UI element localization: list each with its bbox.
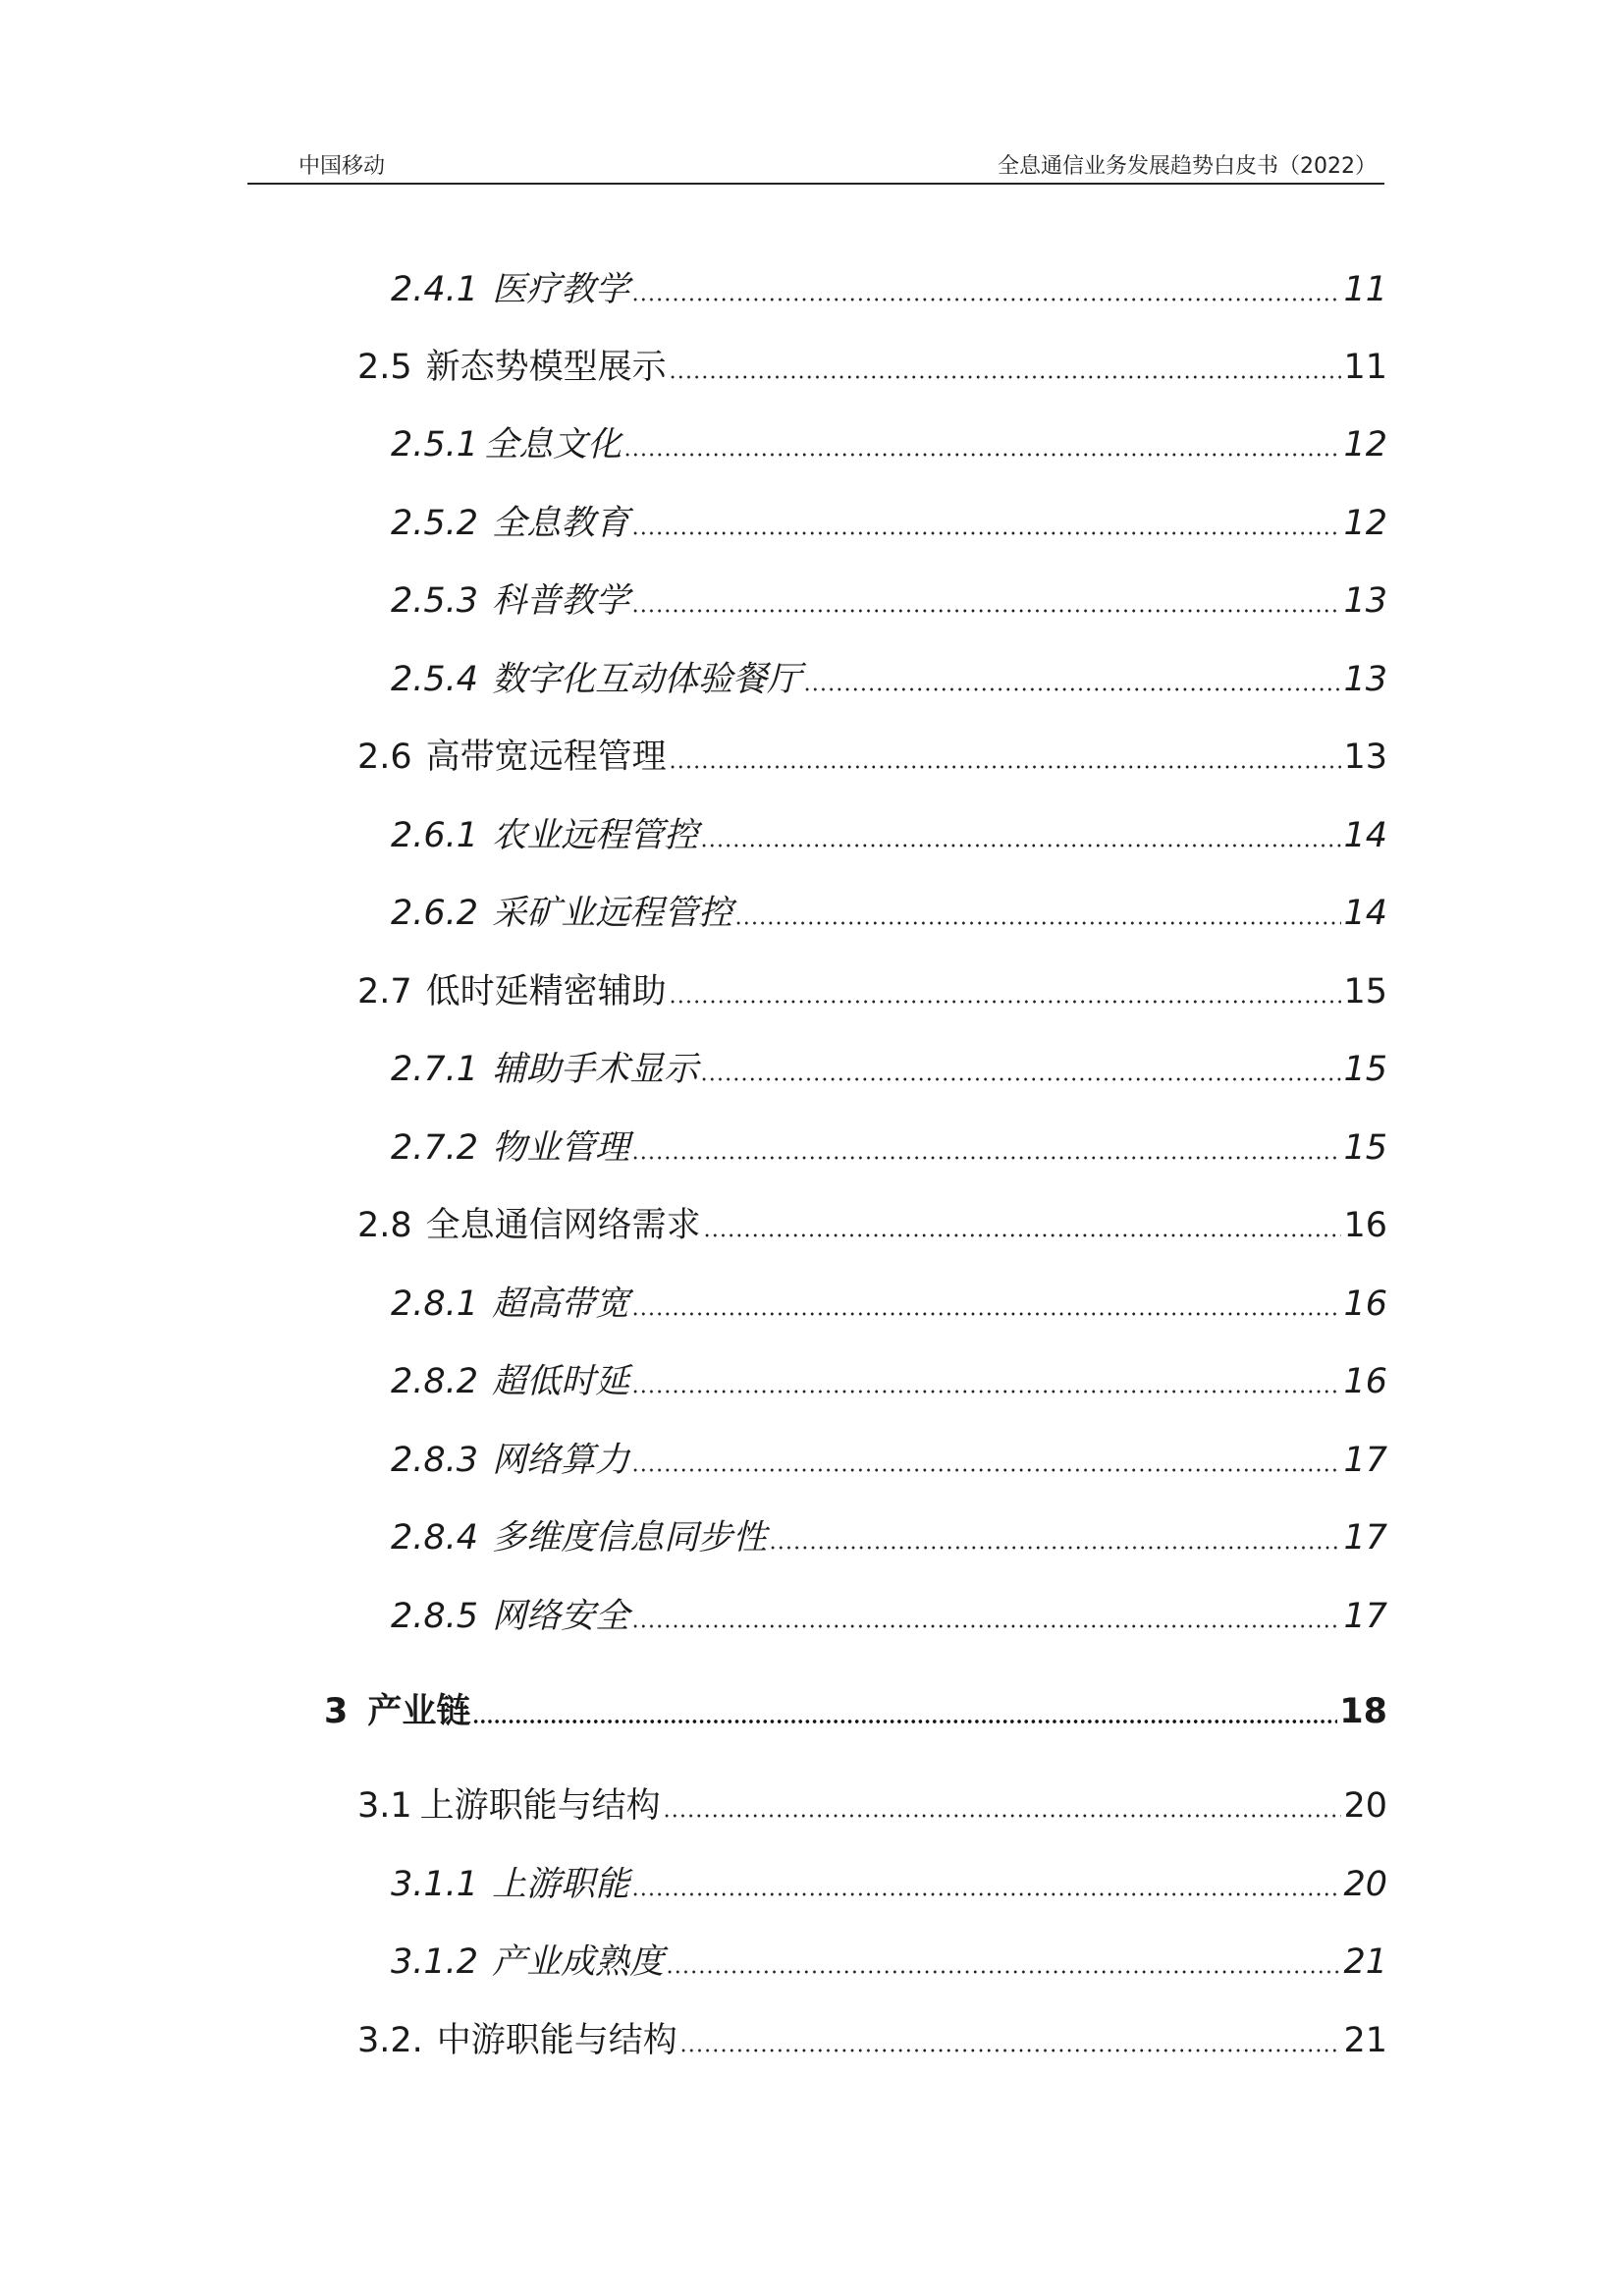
toc-leader-dots: [700, 844, 1341, 847]
toc-entry-number: 2.5.4: [391, 660, 479, 699]
toc-entry-number: 2.8.1: [391, 1285, 479, 1324]
toc-leader-dots: [679, 2049, 1342, 2052]
toc-entry-number: 2.7: [357, 972, 412, 1011]
toc-entry-number: 3.1.2: [391, 1942, 479, 1982]
toc-entry[interactable]: [391, 1594, 1387, 1639]
toc-entry-number: 2.5: [357, 348, 412, 387]
toc-entry-number: 3: [324, 1692, 349, 1731]
toc-entry-number: 3.1: [357, 1786, 412, 1826]
toc-entry-chapter[interactable]: [324, 1689, 1387, 1734]
header-document-title: 全息通信业务发展趋势白皮书（2022）: [998, 154, 1377, 179]
toc-entry[interactable]: [391, 1515, 1387, 1560]
toc-entry[interactable]: [391, 422, 1387, 467]
toc-entry-page: 17: [1343, 1441, 1387, 1480]
toc-entry-page: 14: [1343, 894, 1387, 933]
toc-entry-page: 13: [1343, 581, 1387, 621]
toc-entry-title: 农业远程管控: [492, 816, 699, 855]
toc-entry[interactable]: [391, 1438, 1387, 1483]
toc-entry-page: 14: [1343, 816, 1387, 855]
toc-leader-dots: [666, 1970, 1341, 1974]
toc-leader-dots: [631, 298, 1341, 301]
toc-entry-page: 15: [1343, 972, 1387, 1011]
toc-entry-number: 3.1.1: [391, 1865, 479, 1904]
toc-entry-title: 数字化互动体验餐厅: [492, 660, 802, 699]
toc-entry-title: 全息教育: [492, 504, 630, 543]
toc-entry[interactable]: [391, 501, 1387, 546]
toc-entry[interactable]: [357, 345, 1387, 390]
toc-leader-dots: [734, 921, 1341, 925]
toc-entry[interactable]: [391, 891, 1387, 936]
toc-entry-title: 超高带宽: [492, 1285, 630, 1324]
toc-leader-dots: [631, 1312, 1341, 1316]
toc-entry[interactable]: [391, 1359, 1387, 1404]
toc-entry-number: 2.8.4: [391, 1518, 479, 1558]
toc-entry-number: 2.7.1: [391, 1050, 479, 1089]
toc-leader-dots: [669, 1000, 1342, 1004]
toc-entry[interactable]: [391, 1125, 1387, 1171]
toc-entry-page: 13: [1343, 738, 1387, 777]
toc-leader-dots: [769, 1546, 1341, 1550]
toc-leader-dots: [703, 1233, 1342, 1237]
toc-entry[interactable]: [391, 267, 1387, 312]
toc-entry-number: 2.8.5: [391, 1597, 479, 1636]
toc-leader-dots: [631, 531, 1341, 535]
toc-entry-title: 新态势模型展示: [425, 348, 667, 387]
toc-entry-number: 2.4.1: [391, 270, 479, 309]
toc-entry-page: 20: [1343, 1786, 1387, 1826]
toc-leader-dots: [631, 1624, 1341, 1628]
toc-entry-page: 11: [1343, 348, 1387, 387]
toc-entry-page: 18: [1339, 1692, 1387, 1731]
toc-entry-number: 3.2.: [357, 2021, 423, 2060]
toc-entry[interactable]: [391, 813, 1387, 858]
toc-entry[interactable]: [391, 1282, 1387, 1327]
toc-entry-page: 11: [1343, 270, 1387, 309]
toc-entry-number: 2.8.2: [391, 1362, 479, 1401]
toc-leader-dots: [663, 1814, 1342, 1818]
toc-entry-title: 全息文化: [484, 425, 622, 465]
toc-entry-title: 上游职能与结构: [419, 1786, 661, 1826]
toc-entry-page: 12: [1343, 504, 1387, 543]
toc-entry-title: 物业管理: [492, 1128, 630, 1168]
toc-entry[interactable]: [391, 1940, 1387, 1985]
toc-entry-number: 2.5.3: [391, 581, 479, 621]
toc-entry-title: 超低时延: [492, 1362, 630, 1401]
toc-entry[interactable]: [357, 735, 1387, 780]
toc-entry-title: 网络安全: [492, 1597, 630, 1636]
toc-entry-number: 2.6.2: [391, 894, 479, 933]
toc-entry-page: 17: [1343, 1518, 1387, 1558]
toc-entry-title: 低时延精密辅助: [425, 972, 667, 1011]
toc-entry-page: 15: [1343, 1128, 1387, 1168]
toc-entry-page: 13: [1343, 660, 1387, 699]
toc-entry-page: 16: [1343, 1285, 1387, 1324]
toc-entry-number: 2.7.2: [391, 1128, 479, 1168]
toc-leader-dots: [803, 687, 1341, 691]
toc-entry-page: 12: [1343, 425, 1387, 465]
toc-entry[interactable]: [391, 578, 1387, 624]
toc-entry-title: 科普教学: [492, 581, 630, 621]
header-org: 中国移动: [298, 154, 386, 179]
toc-leader-dots: [631, 609, 1341, 613]
toc-entry-number: 2.6.1: [391, 816, 479, 855]
toc-entry[interactable]: [357, 969, 1387, 1014]
toc-entry-title: 采矿业远程管控: [492, 894, 733, 933]
toc-entry-title: 医疗教学: [492, 270, 630, 309]
toc-entry-title: 产业成熟度: [492, 1942, 665, 1982]
toc-entry-title: 全息通信网络需求: [425, 1206, 701, 1245]
toc-entry[interactable]: [391, 1862, 1387, 1907]
toc-entry-page: 17: [1343, 1597, 1387, 1636]
toc-entry-number: 2.8: [357, 1206, 412, 1245]
toc-leader-dots: [700, 1077, 1341, 1081]
toc-entry[interactable]: [391, 657, 1387, 702]
toc-entry-page: 16: [1343, 1206, 1387, 1245]
toc-entry-title: 中游职能与结构: [436, 2021, 677, 2060]
toc-entry-title: 辅助手术显示: [492, 1050, 699, 1089]
toc-entry-page: 15: [1343, 1050, 1387, 1089]
toc-leader-dots: [623, 453, 1341, 457]
toc-leader-dots: [472, 1720, 1337, 1723]
toc-entry[interactable]: [391, 1047, 1387, 1092]
toc-entry-title: 上游职能: [492, 1865, 630, 1904]
toc-entry[interactable]: [357, 1783, 1387, 1829]
toc-leader-dots: [631, 1892, 1341, 1896]
toc-leader-dots: [669, 765, 1342, 769]
toc-entry[interactable]: [357, 1203, 1387, 1248]
toc-entry-page: 21: [1343, 2021, 1387, 2060]
toc-entry-title: 高带宽远程管理: [425, 738, 667, 777]
toc-entry-page: 21: [1343, 1942, 1387, 1982]
toc-leader-dots: [631, 1156, 1341, 1160]
toc-entry-title: 多维度信息同步性: [492, 1518, 768, 1558]
toc-entry-title: 产业链: [367, 1692, 471, 1731]
toc-entry-number: 2.6: [357, 738, 412, 777]
toc-entry[interactable]: [357, 2018, 1387, 2063]
toc-entry-page: 20: [1343, 1865, 1387, 1904]
toc-entry-number: 2.8.3: [391, 1441, 479, 1480]
toc-entry-page: 16: [1343, 1362, 1387, 1401]
toc-entry-number: 2.5.2: [391, 504, 479, 543]
toc-leader-dots: [631, 1390, 1341, 1394]
toc-leader-dots: [669, 375, 1342, 379]
toc-entry-number: 2.5.1: [391, 425, 479, 465]
toc-entry-title: 网络算力: [492, 1441, 630, 1480]
toc-leader-dots: [631, 1468, 1341, 1472]
